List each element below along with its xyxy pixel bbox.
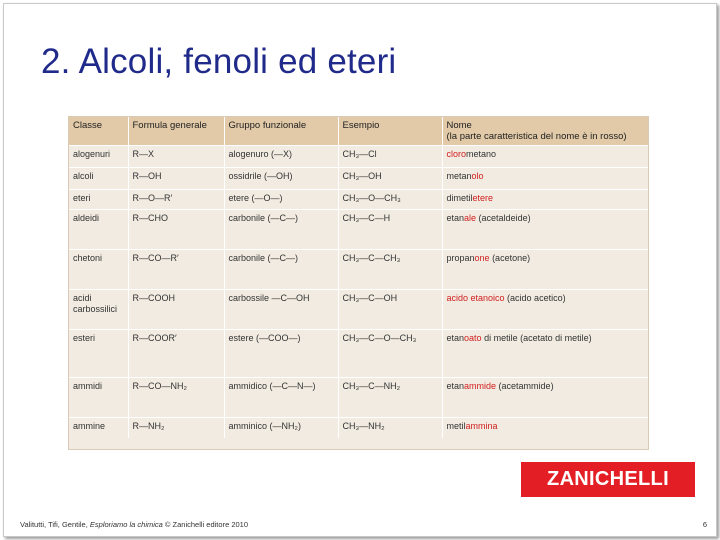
table-row xyxy=(69,378,648,418)
functional-groups-table xyxy=(68,116,649,450)
header-gruppo: Gruppo funzionale xyxy=(224,117,338,146)
slide-title: 2. Alcoli, fenoli ed eteri xyxy=(41,42,397,81)
header-nome xyxy=(442,117,648,146)
cell-nome xyxy=(442,378,648,418)
nome-red: cloro xyxy=(446,149,467,159)
table-row xyxy=(69,168,648,190)
cell-gruppo: amminico (—NH₂) xyxy=(224,418,338,438)
cell-classe: ammidi xyxy=(69,378,128,418)
cell-formula: R—CHO xyxy=(128,210,224,250)
nome-red: ammina xyxy=(465,421,498,431)
cell-gruppo: carbonile (—C—) xyxy=(224,210,338,250)
nome-red: one xyxy=(474,253,490,263)
nome-red: acido etanoico xyxy=(446,293,505,303)
cell-gruppo: carbossile —C—OH xyxy=(224,290,338,330)
cell-classe: aldeidi xyxy=(69,210,128,250)
table-row xyxy=(69,290,648,330)
table-row xyxy=(69,250,648,290)
nome-black: etan xyxy=(446,213,465,223)
zanichelli-logo: ZANICHELLI xyxy=(521,462,695,497)
header-classe: Classe xyxy=(69,117,128,146)
nome-black-2: (acetammide) xyxy=(496,381,554,391)
nome-red: etere xyxy=(472,193,494,203)
nome-black: metil xyxy=(446,421,466,431)
cell-classe: esteri xyxy=(69,330,128,378)
cell-esempio: CH₃—C—H xyxy=(338,210,442,250)
cell-formula: R—X xyxy=(128,146,224,168)
cell-esempio: CH₃—C—NH₂ xyxy=(338,378,442,418)
cell-nome xyxy=(442,330,648,378)
cell-nome xyxy=(442,168,648,190)
cell-gruppo: estere (—COO—) xyxy=(224,330,338,378)
cell-esempio: CH₃—NH₂ xyxy=(338,418,442,438)
nome-black: metan xyxy=(446,171,472,181)
cell-gruppo: carbonile (—C—) xyxy=(224,250,338,290)
table-row xyxy=(69,330,648,378)
cell-formula: R—O—R′ xyxy=(128,190,224,210)
header-esempio: Esempio xyxy=(338,117,442,146)
cell-esempio: CH₃—Cl xyxy=(338,146,442,168)
footer-book: Esploriamo la chimica xyxy=(89,520,163,529)
cell-formula: R—OH xyxy=(128,168,224,190)
header-nome-line2: (la parte caratteristica del nome è in rosso) xyxy=(446,131,627,142)
table-row xyxy=(69,146,648,168)
nome-black: etan xyxy=(446,333,465,343)
cell-gruppo: etere (—O—) xyxy=(224,190,338,210)
nome-red: ammide xyxy=(464,381,497,391)
cell-formula: R—NH₂ xyxy=(128,418,224,438)
footer-authors: Valitutti, Tifi, Gentile, xyxy=(20,520,90,529)
nome-black: dimetil xyxy=(446,193,473,203)
nome-red: olo xyxy=(471,171,484,181)
table-row xyxy=(69,190,648,210)
cell-classe: chetoni xyxy=(69,250,128,290)
nome-black: metano xyxy=(466,149,497,159)
cell-nome xyxy=(442,146,648,168)
cell-nome xyxy=(442,250,648,290)
footer-credit xyxy=(20,520,248,529)
cell-formula: R—COOR′ xyxy=(128,330,224,378)
cell-esempio: CH₃—O—CH₃ xyxy=(338,190,442,210)
cell-classe: alogenuri xyxy=(69,146,128,168)
nome-black-2: (acido acetico) xyxy=(504,293,566,303)
cell-classe xyxy=(69,290,128,330)
cell-gruppo: alogenuro (—X) xyxy=(224,146,338,168)
cell-esempio: CH₃—OH xyxy=(338,168,442,190)
header-nome-line1: Nome xyxy=(446,120,472,131)
cell-gruppo: ammidico (—C—N—) xyxy=(224,378,338,418)
cell-gruppo: ossidrile (—OH) xyxy=(224,168,338,190)
nome-red: ale xyxy=(464,213,477,223)
cell-formula: R—COOH xyxy=(128,290,224,330)
classe-line1: acidi xyxy=(73,293,92,303)
cell-nome xyxy=(442,190,648,210)
cell-classe: eteri xyxy=(69,190,128,210)
page-number: 6 xyxy=(702,520,707,529)
table xyxy=(69,117,648,438)
nome-black-2: (acetaldeide) xyxy=(476,213,531,223)
cell-nome xyxy=(442,290,648,330)
cell-formula: R—CO—R′ xyxy=(128,250,224,290)
classe-line2: carbossilici xyxy=(73,304,118,314)
footer-publisher: © Zanichelli editore 2010 xyxy=(162,520,249,529)
cell-nome xyxy=(442,418,648,438)
cell-classe: ammine xyxy=(69,418,128,438)
cell-nome xyxy=(442,210,648,250)
cell-esempio: CH₃—C—O—CH₃ xyxy=(338,330,442,378)
cell-esempio: CH₃—C—OH xyxy=(338,290,442,330)
cell-formula: R—CO—NH₂ xyxy=(128,378,224,418)
header-formula: Formula generale xyxy=(128,117,224,146)
cell-esempio: CH₃—C—CH₃ xyxy=(338,250,442,290)
cell-classe: alcoli xyxy=(69,168,128,190)
table-row xyxy=(69,418,648,438)
nome-black: etan xyxy=(446,381,465,391)
nome-black: propan xyxy=(446,253,475,263)
nome-red: oato xyxy=(464,333,482,343)
nome-black-2: (acetone) xyxy=(489,253,531,263)
table-row xyxy=(69,210,648,250)
nome-black-2: di metile (acetato di metile) xyxy=(481,333,592,343)
table-header-row xyxy=(69,117,648,146)
